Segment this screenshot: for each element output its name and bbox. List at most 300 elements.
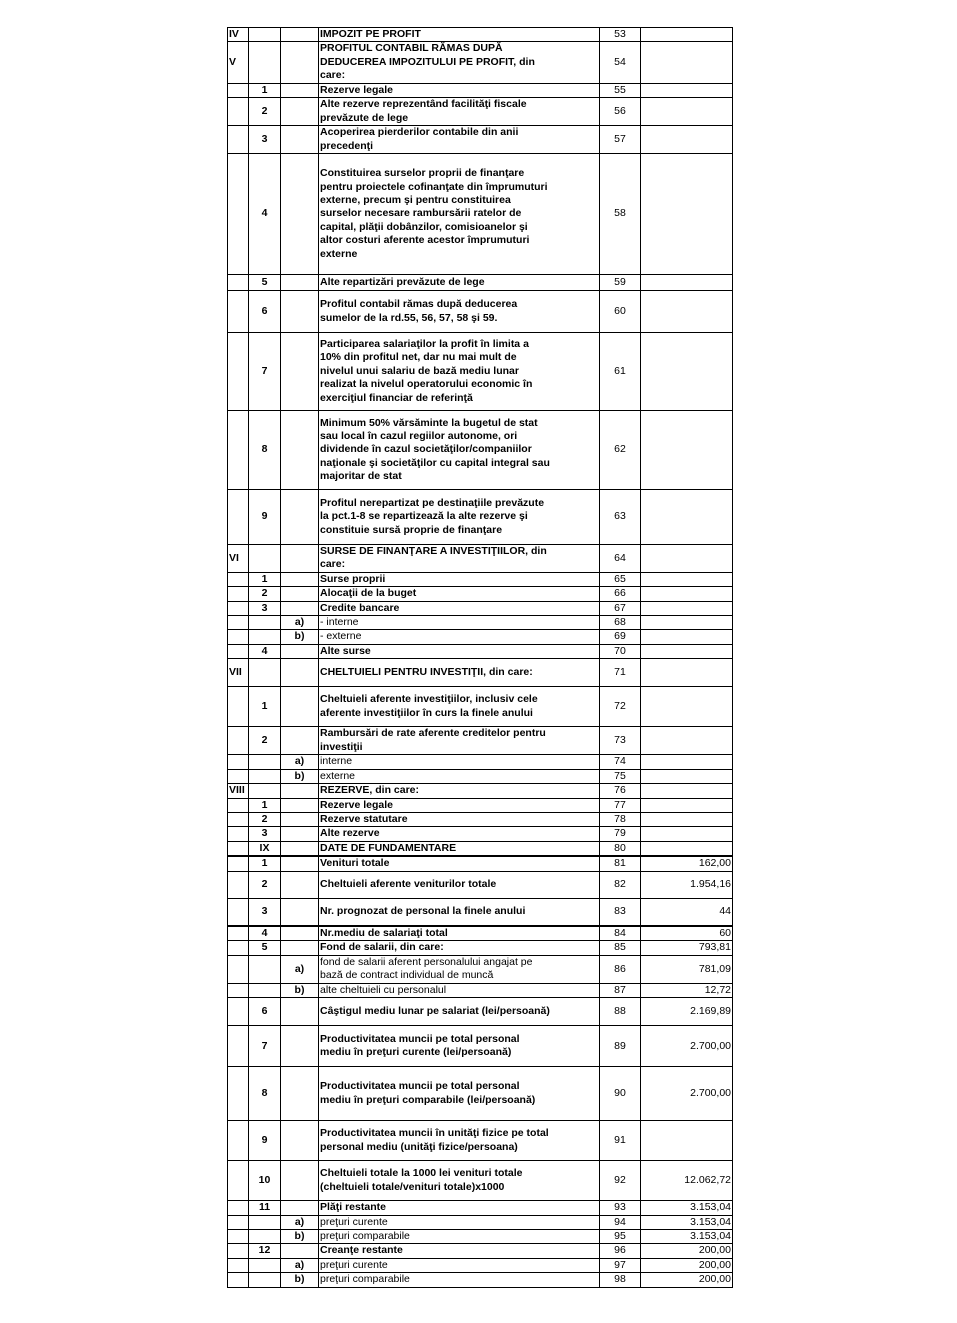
- item-number-cell: 4: [249, 154, 281, 275]
- value-cell: [641, 490, 733, 545]
- indicator-label-cell: [319, 545, 600, 573]
- value-cell: [641, 798, 733, 812]
- indicator-label-cell: [319, 659, 600, 687]
- item-number-cell: 8: [249, 411, 281, 490]
- value-cell: [641, 616, 733, 630]
- indicator-label-text: Productivitatea muncii pe total personal mediu în preţuri curente (lei/persoană): [320, 1032, 520, 1059]
- item-number-cell: [249, 659, 281, 687]
- indicator-label-text: preţuri comparabile: [320, 1273, 410, 1286]
- value-cell: [641, 601, 733, 615]
- indicator-label-text: Rezerve legale: [320, 83, 393, 96]
- item-number-cell: 11: [249, 1201, 281, 1215]
- section-number-cell: [228, 827, 249, 841]
- item-number-cell: [249, 545, 281, 573]
- indicator-label-text: Nr.mediu de salariaţi total: [320, 927, 448, 940]
- section-number-cell: [228, 291, 249, 333]
- section-number-cell: [228, 616, 249, 630]
- indicator-label-text: Alocaţii de la buget: [320, 587, 417, 600]
- table-row: [228, 727, 733, 755]
- value-cell: [641, 659, 733, 687]
- indicator-label-text: interne: [320, 755, 353, 768]
- value-cell: [641, 727, 733, 755]
- indicator-label-cell: [319, 769, 600, 783]
- subitem-letter-cell: a): [281, 755, 319, 769]
- section-number-cell: [228, 955, 249, 983]
- indicator-label-cell: [319, 1244, 600, 1258]
- indicator-label-cell: [319, 490, 600, 545]
- indicator-label-cell: [319, 955, 600, 983]
- value-cell: 12.062,72: [641, 1161, 733, 1201]
- subitem-letter-cell: [281, 601, 319, 615]
- table-row: [228, 955, 733, 983]
- row-number-cell: 62: [600, 411, 641, 490]
- budget-indicators-table: [227, 27, 733, 1288]
- item-number-cell: 2: [249, 871, 281, 898]
- section-number-cell: [228, 1026, 249, 1067]
- table-row: [228, 291, 733, 333]
- indicator-label-text: Fond de salarii, din care:: [320, 941, 444, 954]
- indicator-label-text: - interne: [320, 616, 359, 629]
- row-number-cell: 81: [600, 856, 641, 871]
- subitem-letter-cell: [281, 659, 319, 687]
- row-number-cell: 71: [600, 659, 641, 687]
- indicator-label-cell: [319, 1067, 600, 1121]
- row-number-cell: 56: [600, 98, 641, 126]
- indicator-label-text: Minimum 50% vărsăminte la bugetul de stat sau local în cazul regiilor autonome, ori dividende în cazul societăţilor/companiilor naţionale şi societăţilor cu capital integral sau majoritar de stat: [320, 416, 550, 483]
- subitem-letter-cell: [281, 898, 319, 926]
- section-number-cell: [228, 1067, 249, 1121]
- row-number-cell: 65: [600, 572, 641, 586]
- row-number-cell: 88: [600, 998, 641, 1026]
- indicator-label-cell: [319, 572, 600, 586]
- item-number-cell: 9: [249, 490, 281, 545]
- indicator-label-cell: [319, 784, 600, 798]
- item-number-cell: [249, 630, 281, 644]
- table-row: [228, 411, 733, 490]
- indicator-label-text: Câştigul mediu lunar pe salariat (lei/persoană): [320, 1005, 550, 1018]
- indicator-label-cell: [319, 755, 600, 769]
- table-row: [228, 983, 733, 997]
- subitem-letter-cell: [281, 572, 319, 586]
- item-number-cell: 4: [249, 644, 281, 658]
- value-cell: 200,00: [641, 1273, 733, 1287]
- indicator-label-cell: [319, 926, 600, 941]
- indicator-label-cell: [319, 291, 600, 333]
- section-number-cell: [228, 769, 249, 783]
- item-number-cell: 2: [249, 727, 281, 755]
- indicator-label-text: CHELTUIELI PENTRU INVESTIŢII, din care:: [320, 666, 533, 679]
- indicator-label-cell: [319, 587, 600, 601]
- subitem-letter-cell: [281, 827, 319, 841]
- section-number-cell: [228, 411, 249, 490]
- value-cell: [641, 154, 733, 275]
- indicator-label-cell: [319, 1273, 600, 1287]
- item-number-cell: 3: [249, 601, 281, 615]
- row-number-cell: 91: [600, 1121, 641, 1161]
- item-number-cell: 1: [249, 798, 281, 812]
- item-number-cell: [249, 28, 281, 42]
- subitem-letter-cell: [281, 926, 319, 941]
- section-number-cell: [228, 126, 249, 154]
- indicator-label-cell: [319, 42, 600, 83]
- subitem-letter-cell: [281, 784, 319, 798]
- subitem-letter-cell: [281, 411, 319, 490]
- indicator-label-text: Rezerve statutare: [320, 812, 408, 825]
- subitem-letter-cell: [281, 333, 319, 411]
- indicator-label-text: Surse proprii: [320, 572, 386, 585]
- indicator-label-cell: [319, 727, 600, 755]
- subitem-letter-cell: [281, 42, 319, 83]
- subitem-letter-cell: [281, 545, 319, 573]
- value-cell: 2.700,00: [641, 1067, 733, 1121]
- row-number-cell: 78: [600, 812, 641, 826]
- indicator-label-cell: [319, 1026, 600, 1067]
- subitem-letter-cell: [281, 1067, 319, 1121]
- subitem-letter-cell: [281, 812, 319, 826]
- table-row: [228, 1230, 733, 1244]
- item-number-cell: [249, 755, 281, 769]
- table-row: [228, 572, 733, 586]
- table-row: [228, 871, 733, 898]
- value-cell: 162,00: [641, 856, 733, 871]
- section-number-cell: V: [228, 42, 249, 83]
- value-cell: 2.700,00: [641, 1026, 733, 1067]
- value-cell: 200,00: [641, 1258, 733, 1272]
- item-number-cell: 8: [249, 1067, 281, 1121]
- row-number-cell: 60: [600, 291, 641, 333]
- indicator-label-text: Venituri totale: [320, 857, 390, 870]
- row-number-cell: 86: [600, 955, 641, 983]
- indicator-label-text: Productivitatea muncii pe total personal mediu în preţuri comparabile (lei/persoană): [320, 1080, 536, 1106]
- indicator-label-text: Creanţe restante: [320, 1244, 403, 1257]
- table-row: [228, 630, 733, 644]
- value-cell: [641, 630, 733, 644]
- row-number-cell: 75: [600, 769, 641, 783]
- indicator-label-text: Alte rezerve: [320, 827, 380, 840]
- table-row: [228, 275, 733, 291]
- subitem-letter-cell: [281, 1244, 319, 1258]
- item-number-cell: [249, 955, 281, 983]
- table-row: [228, 1026, 733, 1067]
- subitem-letter-cell: [281, 798, 319, 812]
- table-row: [228, 644, 733, 658]
- table-row: [228, 941, 733, 955]
- table-row: [228, 587, 733, 601]
- value-cell: [641, 28, 733, 42]
- row-number-cell: 64: [600, 545, 641, 573]
- value-cell: [641, 587, 733, 601]
- table-row: [228, 898, 733, 926]
- table-row: [228, 798, 733, 812]
- subitem-letter-cell: [281, 291, 319, 333]
- indicator-label-text: preţuri comparabile: [320, 1230, 410, 1243]
- subitem-letter-cell: a): [281, 1258, 319, 1272]
- indicator-label-text: DATE DE FUNDAMENTARE: [320, 841, 457, 854]
- section-number-cell: [228, 1121, 249, 1161]
- item-number-cell: 2: [249, 812, 281, 826]
- row-number-cell: 82: [600, 871, 641, 898]
- value-cell: 60: [641, 926, 733, 941]
- section-number-cell: [228, 812, 249, 826]
- row-number-cell: 89: [600, 1026, 641, 1067]
- item-number-cell: 2: [249, 587, 281, 601]
- subitem-letter-cell: [281, 587, 319, 601]
- item-number-cell: 6: [249, 998, 281, 1026]
- value-cell: [641, 275, 733, 291]
- section-number-cell: [228, 1230, 249, 1244]
- subitem-letter-cell: [281, 28, 319, 42]
- indicator-label-cell: [319, 856, 600, 871]
- row-number-cell: 68: [600, 616, 641, 630]
- indicator-label-cell: [319, 83, 600, 97]
- indicator-label-text: Alte surse: [320, 644, 371, 657]
- value-cell: [641, 83, 733, 97]
- indicator-label-text: Acoperirea pierderilor contabile din anii precedenţi: [320, 126, 519, 152]
- item-number-cell: 12: [249, 1244, 281, 1258]
- section-number-cell: [228, 926, 249, 941]
- section-number-cell: [228, 856, 249, 871]
- value-cell: [641, 827, 733, 841]
- section-number-cell: [228, 644, 249, 658]
- table-row: [228, 1201, 733, 1215]
- table-row: [228, 659, 733, 687]
- value-cell: 12,72: [641, 983, 733, 997]
- subitem-letter-cell: [281, 1201, 319, 1215]
- row-number-cell: 69: [600, 630, 641, 644]
- table-row: [228, 1121, 733, 1161]
- indicator-label-text: Plăţi restante: [320, 1201, 386, 1214]
- value-cell: [641, 755, 733, 769]
- indicator-label-cell: [319, 601, 600, 615]
- row-number-cell: 57: [600, 126, 641, 154]
- table-row: [228, 755, 733, 769]
- item-number-cell: [249, 1258, 281, 1272]
- indicator-label-text: preţuri curente: [320, 1258, 388, 1271]
- section-number-cell: VII: [228, 659, 249, 687]
- item-number-cell: [249, 1230, 281, 1244]
- section-number-cell: [228, 275, 249, 291]
- indicator-label-cell: [319, 871, 600, 898]
- indicator-label-cell: [319, 333, 600, 411]
- table-row: [228, 126, 733, 154]
- section-number-cell: [228, 490, 249, 545]
- subitem-letter-cell: b): [281, 983, 319, 997]
- item-number-cell: 2: [249, 98, 281, 126]
- indicator-label-text: Alte repartizări prevăzute de lege: [320, 275, 485, 288]
- subitem-letter-cell: [281, 126, 319, 154]
- subitem-letter-cell: [281, 83, 319, 97]
- indicator-label-text: preţuri curente: [320, 1215, 388, 1228]
- indicator-label-cell: [319, 983, 600, 997]
- table-row: [228, 784, 733, 798]
- indicator-label-text: PROFITUL CONTABIL RĂMAS DUPĂ DEDUCEREA IMPOZITULUI PE PROFIT, din care:: [320, 42, 535, 82]
- item-number-cell: [249, 769, 281, 783]
- table-row: [228, 769, 733, 783]
- section-number-cell: [228, 755, 249, 769]
- table-row: [228, 42, 733, 83]
- indicator-label-text: alte cheltuieli cu personalul: [320, 983, 447, 996]
- item-number-cell: 7: [249, 1026, 281, 1067]
- item-number-cell: 3: [249, 898, 281, 926]
- value-cell: [641, 1121, 733, 1161]
- item-number-cell: 1: [249, 83, 281, 97]
- section-number-cell: [228, 154, 249, 275]
- row-number-cell: 73: [600, 727, 641, 755]
- table-row: [228, 1244, 733, 1258]
- subitem-letter-cell: [281, 490, 319, 545]
- item-number-cell: [249, 983, 281, 997]
- item-number-cell: [249, 1215, 281, 1229]
- indicator-label-cell: [319, 898, 600, 926]
- subitem-letter-cell: b): [281, 1230, 319, 1244]
- subitem-letter-cell: a): [281, 955, 319, 983]
- section-number-cell: [228, 998, 249, 1026]
- row-number-cell: 53: [600, 28, 641, 42]
- section-number-cell: [228, 98, 249, 126]
- section-number-cell: [228, 601, 249, 615]
- row-number-cell: 96: [600, 1244, 641, 1258]
- table-row: [228, 616, 733, 630]
- row-number-cell: 87: [600, 983, 641, 997]
- indicator-label-cell: [319, 630, 600, 644]
- indicator-label-text: Rambursări de rate aferente creditelor pentru investiţii: [320, 727, 546, 753]
- section-number-cell: [228, 1273, 249, 1287]
- item-number-cell: [249, 42, 281, 83]
- section-number-cell: [228, 798, 249, 812]
- item-number-cell: 9: [249, 1121, 281, 1161]
- value-cell: [641, 812, 733, 826]
- section-number-cell: [228, 630, 249, 644]
- indicator-label-cell: [319, 812, 600, 826]
- indicator-label-cell: [319, 644, 600, 658]
- row-number-cell: 66: [600, 587, 641, 601]
- section-number-cell: [228, 1215, 249, 1229]
- section-number-cell: [228, 333, 249, 411]
- value-cell: 3.153,04: [641, 1201, 733, 1215]
- section-number-cell: [228, 1244, 249, 1258]
- table-row: [228, 687, 733, 727]
- table-row: [228, 841, 733, 856]
- subitem-letter-cell: [281, 1121, 319, 1161]
- indicator-label-cell: [319, 616, 600, 630]
- value-cell: [641, 291, 733, 333]
- section-number-cell: [228, 1161, 249, 1201]
- table-row: [228, 998, 733, 1026]
- subitem-letter-cell: [281, 941, 319, 955]
- row-number-cell: 84: [600, 926, 641, 941]
- table-row: [228, 827, 733, 841]
- section-number-cell: [228, 727, 249, 755]
- indicator-label-text: Credite bancare: [320, 601, 400, 614]
- value-cell: [641, 841, 733, 856]
- table-row: [228, 812, 733, 826]
- row-number-cell: 59: [600, 275, 641, 291]
- indicator-label-text: SURSE DE FINANŢARE A INVESTIŢIILOR, din care:: [320, 545, 547, 571]
- table-row: [228, 333, 733, 411]
- section-number-cell: [228, 1258, 249, 1272]
- value-cell: 781,09: [641, 955, 733, 983]
- section-number-cell: [228, 687, 249, 727]
- table-row: [228, 1273, 733, 1287]
- item-number-cell: 1: [249, 856, 281, 871]
- section-number-cell: [228, 841, 249, 856]
- value-cell: [641, 769, 733, 783]
- table-row: [228, 601, 733, 615]
- indicator-label-cell: [319, 687, 600, 727]
- row-number-cell: 63: [600, 490, 641, 545]
- row-number-cell: 76: [600, 784, 641, 798]
- table-row: [228, 1161, 733, 1201]
- item-number-cell: 3: [249, 126, 281, 154]
- section-number-cell: VIII: [228, 784, 249, 798]
- subitem-letter-cell: [281, 1026, 319, 1067]
- table-row: [228, 856, 733, 871]
- subitem-letter-cell: a): [281, 616, 319, 630]
- value-cell: 3.153,04: [641, 1230, 733, 1244]
- item-number-cell: 5: [249, 275, 281, 291]
- value-cell: [641, 98, 733, 126]
- subitem-letter-cell: [281, 275, 319, 291]
- subitem-letter-cell: b): [281, 630, 319, 644]
- indicator-label-text: Alte rezerve reprezentând facilităţi fiscale prevăzute de lege: [320, 98, 527, 124]
- indicator-label-text: Cheltuieli aferente veniturilor totale: [320, 877, 497, 890]
- indicator-label-cell: [319, 1258, 600, 1272]
- item-number-cell: 7: [249, 333, 281, 411]
- subitem-letter-cell: [281, 644, 319, 658]
- value-cell: [641, 126, 733, 154]
- value-cell: [641, 411, 733, 490]
- value-cell: [641, 784, 733, 798]
- section-number-cell: IV: [228, 28, 249, 42]
- row-number-cell: 70: [600, 644, 641, 658]
- table-row: [228, 1215, 733, 1229]
- row-number-cell: 98: [600, 1273, 641, 1287]
- section-number-cell: [228, 83, 249, 97]
- indicator-label-cell: [319, 1121, 600, 1161]
- table-row: [228, 545, 733, 573]
- value-cell: 200,00: [641, 1244, 733, 1258]
- indicator-label-cell: [319, 827, 600, 841]
- row-number-cell: 90: [600, 1067, 641, 1121]
- indicator-label-cell: [319, 411, 600, 490]
- subitem-letter-cell: b): [281, 769, 319, 783]
- item-number-cell: 1: [249, 572, 281, 586]
- indicator-label-text: Productivitatea muncii în unităţi fizice pe total personal mediu (unităţi fizice/persoana): [320, 1127, 549, 1153]
- value-cell: [641, 687, 733, 727]
- indicator-label-cell: [319, 1230, 600, 1244]
- value-cell: 793,81: [641, 941, 733, 955]
- indicator-label-text: Profitul nerepartizat pe destinaţiile prevăzute la pct.1-8 se repartizează la alte rezerve şi constituie sursă proprie de finanţare: [320, 496, 545, 536]
- indicator-label-text: REZERVE, din care:: [320, 784, 420, 797]
- row-number-cell: 93: [600, 1201, 641, 1215]
- row-number-cell: 94: [600, 1215, 641, 1229]
- table-row: [228, 83, 733, 97]
- indicator-label-cell: [319, 1201, 600, 1215]
- indicator-label-text: Constituirea surselor proprii de finanţare pentru proiectele cofinanţate din împrumuturi externe, precum şi pentru constituirea surselor necesare rambursării ratelor de capital, plăţii dobânzilor, comisioanelor şi altor costuri aferente acestor împrumuturi externe: [320, 167, 548, 260]
- section-number-cell: VI: [228, 545, 249, 573]
- row-number-cell: 83: [600, 898, 641, 926]
- value-cell: 2.169,89: [641, 998, 733, 1026]
- row-number-cell: 80: [600, 841, 641, 856]
- value-cell: [641, 545, 733, 573]
- table-row: [228, 1258, 733, 1272]
- item-number-cell: 6: [249, 291, 281, 333]
- section-number-cell: [228, 871, 249, 898]
- item-number-cell: 3: [249, 827, 281, 841]
- table-row: [228, 490, 733, 545]
- subitem-letter-cell: [281, 687, 319, 727]
- row-number-cell: 61: [600, 333, 641, 411]
